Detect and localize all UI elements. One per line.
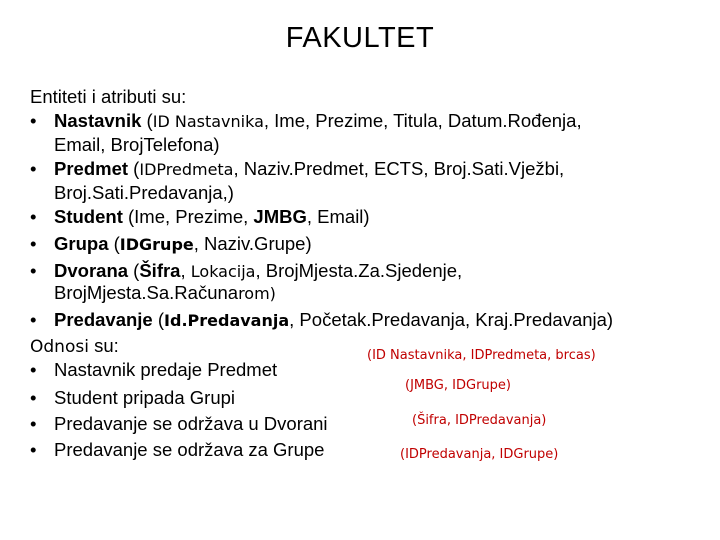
entity-attrs: , Naziv.Grupe) [193, 233, 312, 254]
entity-name: Dvorana [54, 260, 129, 281]
relation-text: Predavanje se održava u Dvorani [54, 413, 328, 434]
relation-text: Student pripada Grupi [54, 387, 236, 408]
bullet-icon: • [30, 158, 37, 179]
entity-open: ( [141, 110, 153, 131]
entity-key: ID Nastavnika [152, 112, 264, 131]
page-title: FAKULTET [285, 22, 435, 54]
bullet-icon: • [30, 110, 37, 131]
intro-text: Entiteti i atributi su: [30, 86, 187, 107]
relation-key-note: (JMBG, IDGrupe) [405, 378, 511, 393]
entity-open: ( [108, 233, 120, 254]
entity-key: IDPredmeta [139, 160, 234, 179]
entity-open: (Ime, Prezime, [122, 206, 254, 227]
entity-cont-text: BrojMjesta.Sa.Računa [54, 282, 239, 303]
bullet-icon: • [30, 359, 37, 380]
entity-key: Šifra [139, 260, 181, 281]
entity-attr-small: Lokacija [190, 262, 256, 281]
bullet-icon: • [30, 260, 37, 281]
entity-name: Student [54, 206, 123, 227]
entity-cont: Email, BrojTelefona) [54, 134, 220, 155]
entity-cont-small: rom) [238, 284, 276, 303]
bullet-icon: • [30, 439, 37, 460]
relation-text: Nastavnik predaje Predmet [54, 359, 278, 380]
entity-name: Grupa [54, 233, 109, 254]
bullet-icon: • [30, 309, 37, 330]
entity-key: JMBG [253, 206, 307, 227]
bullet-icon: • [30, 413, 37, 434]
entity-key: Id.Predavanja [164, 311, 290, 330]
entity-attrs: , Ime, Prezime, Titula, Datum.Rođenja, [263, 110, 582, 131]
relation-key-note: (Šifra, IDPredavanja) [412, 413, 547, 428]
entity-cont: Broj.Sati.Predavanja,) [54, 182, 234, 203]
relations-label-rest: su: [88, 335, 119, 356]
bullet-icon: • [30, 206, 37, 227]
entity-name: Predavanje [54, 309, 153, 330]
relation-key-note: (IDPredavanja, IDGrupe) [400, 447, 559, 462]
entity-name: Nastavnik [54, 110, 142, 131]
entity-open: ( [128, 158, 140, 179]
entity-attrs: , Naziv.Predmet, ECTS, Broj.Sati.Vježbi, [233, 158, 565, 179]
bullet-icon: • [30, 233, 37, 254]
bullet-icon: • [30, 387, 37, 408]
relations-label: Odnosi [30, 337, 89, 357]
relation-text: Predavanje se održava za Grupe [54, 439, 325, 460]
relation-key-note: (ID Nastavnika, IDPredmeta, brcas) [367, 348, 596, 363]
entity-open: ( [152, 309, 165, 330]
entity-sep: , [180, 260, 191, 281]
entity-attrs: , BrojMjesta.Za.Sjedenje, [255, 260, 463, 281]
entity-key: IDGrupe [119, 235, 194, 254]
entity-cont [54, 281, 276, 306]
entity-attrs: , Početak.Predavanja, Kraj.Predavanja) [289, 309, 614, 330]
entity-open: ( [128, 260, 140, 281]
entity-name: Predmet [54, 158, 129, 179]
relations-heading [30, 334, 119, 359]
entity-attrs: , Email) [306, 206, 370, 227]
